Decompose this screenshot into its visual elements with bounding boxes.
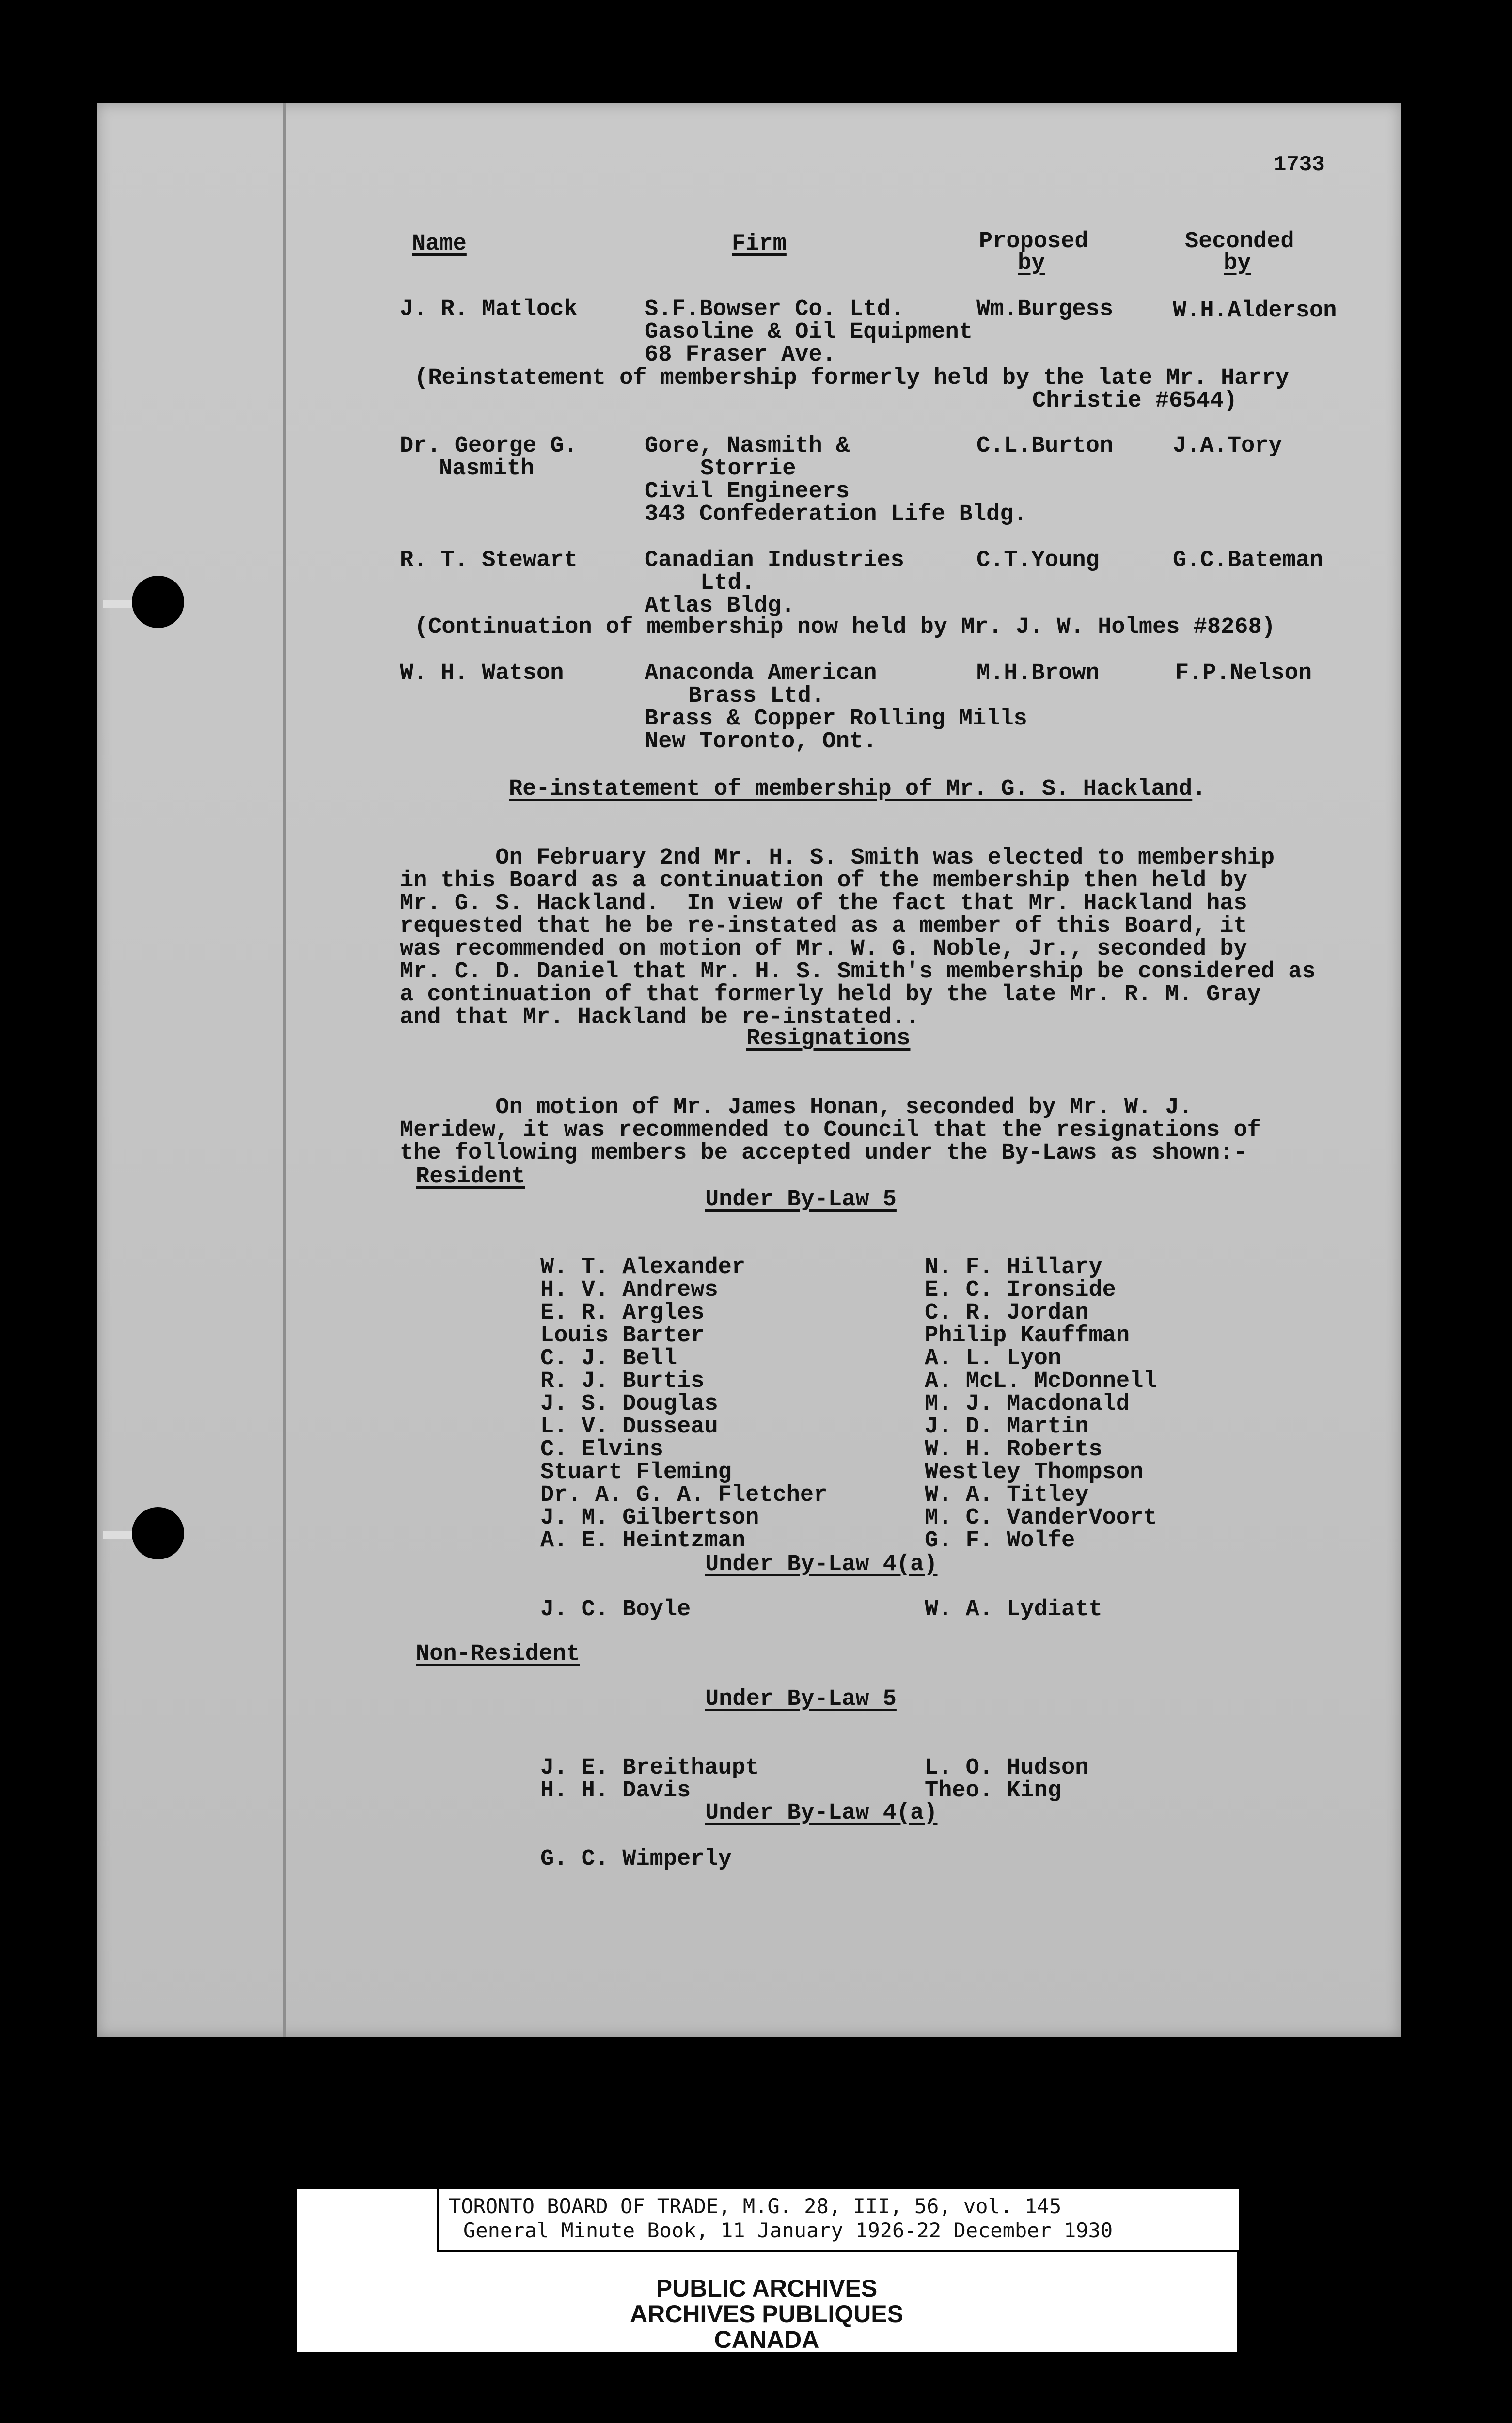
header-proposed-by: by (1018, 251, 1045, 276)
entry-name: W. H. Watson (400, 661, 564, 686)
nonresident-bylaw4a-heading: Under By-Law 4(a) (705, 1800, 938, 1826)
entry-firm: Gore, Nasmith & (645, 433, 850, 459)
entry-seconded: G.C.Bateman (1173, 548, 1323, 573)
header-name: Name (412, 231, 467, 257)
header-firm: Firm (732, 231, 787, 257)
entry-firm: Ltd. (700, 570, 755, 596)
resident-bylaw4a-heading: Under By-Law 4(a) (705, 1552, 938, 1577)
entry-name: R. T. Stewart (400, 548, 578, 573)
entry-name: Dr. George G. (400, 433, 578, 459)
resident-bylaw4a-right: W. A. Lydiatt (925, 1597, 1102, 1622)
entry-proposed: Wm.Burgess (976, 297, 1114, 322)
entry-seconded: J.A.Tory (1173, 433, 1282, 459)
nonresident-bylaw5-heading: Under By-Law 5 (705, 1686, 897, 1712)
header-proposed: Proposed (979, 229, 1088, 254)
resident-bylaw5-heading: Under By-Law 5 (705, 1187, 897, 1212)
entry-firm: Brass & Copper Rolling Mills (645, 706, 1027, 732)
entry-proposed: M.H.Brown (976, 661, 1100, 686)
entry-firm: Atlas Bldg. (645, 593, 795, 619)
entry-note: Christie #6544) (1032, 388, 1238, 414)
archive-reference-box (437, 2189, 1239, 2252)
reinstatement-heading: Re-instatement of membership of Mr. G. S. Hackland. (509, 776, 1206, 802)
entry-firm: Gasoline & Oil Equipment (645, 319, 973, 345)
entry-proposed: C.T.Young (976, 548, 1100, 573)
entry-name: J. R. Matlock (400, 297, 578, 322)
entry-firm: Anaconda American (645, 661, 877, 686)
archive-volume-description: General Minute Book, 11 January 1926-22 December 1930 (463, 2218, 1113, 2242)
entry-name: Nasmith (439, 456, 535, 482)
entry-note: (Continuation of membership now held by Mr. J. W. Holmes #8268) (414, 614, 1276, 640)
nonresident-bylaw4a-left: G. C. Wimperly (540, 1846, 732, 1872)
resident-bylaw5-right-list: N. F. Hillary E. C. Ironside C. R. Jordan Philip Kauffman A. L. Lyon A. McL. McDonnell M. J. Macdonald J. D. Martin W. H. Roberts Westley Thompson W. A. Titley M. C. VanderVoort G. F. Wolfe (925, 1255, 1157, 1554)
resignations-paragraph: On motion of Mr. James Honan, seconded by Mr. W. J. Meridew, it was recommended to Council that the resignations of the following members be accepted under the By-Laws as shown:- (400, 1095, 1261, 1166)
resident-label: Resident (416, 1164, 525, 1190)
entry-firm: 68 Fraser Ave. (645, 342, 836, 368)
entry-proposed: C.L.Burton (976, 433, 1114, 459)
entry-firm: S.F.Bowser Co. Ltd. (645, 297, 904, 322)
resident-bylaw4a-left: J. C. Boyle (540, 1597, 691, 1622)
archive-name-en: PUBLIC ARCHIVES (656, 2275, 878, 2302)
nonresident-bylaw5-left-list: J. E. Breithaupt H. H. Davis (540, 1755, 759, 1804)
header-seconded-by: by (1224, 251, 1251, 276)
entry-firm: 343 Confederation Life Bldg. (645, 502, 1027, 527)
resignations-heading: Resignations (746, 1026, 911, 1052)
nonresident-label: Non-Resident (416, 1641, 580, 1667)
nonresident-bylaw5-right-list: L. O. Hudson Theo. King (925, 1755, 1089, 1804)
margin-rule (284, 103, 286, 2037)
entry-seconded: F.P.Nelson (1175, 661, 1312, 686)
archive-label (297, 2189, 1237, 2352)
archive-country: CANADA (714, 2326, 819, 2353)
entry-firm: Civil Engineers (645, 479, 850, 504)
entry-seconded: W.H.Alderson (1173, 298, 1337, 324)
page-number: 1733 (1274, 153, 1325, 177)
resident-bylaw5-left-list: W. T. Alexander H. V. Andrews E. R. Argles Louis Barter C. J. Bell R. J. Burtis J. S. Douglas L. V. Dusseau C. Elvins Stuart Fleming Dr. A. G. A. Fletcher J. M. Gilbertson A. E. Heintzman (540, 1255, 828, 1554)
entry-firm: Brass Ltd. (688, 683, 825, 709)
entry-note: (Reinstatement of membership formerly held by the late Mr. Harry (414, 365, 1290, 391)
reinstatement-paragraph: On February 2nd Mr. H. S. Smith was elected to membership in this Board as a continuation of the membership then held by Mr. G. S. Hackland. In view of the fact that Mr. Hackland has requested that he be re-instated as a member of this Board, it was recommended on motion of Mr. W. G. Noble, Jr., seconded by Mr. C. D. Daniel that Mr. H. S. Smith's membership be considered as a continuation of that formerly held by the late Mr. R. M. Gray and that Mr. Hackland be re-instated.. (400, 845, 1316, 1030)
header-seconded: Seconded (1185, 229, 1294, 254)
entry-firm: New Toronto, Ont. (645, 729, 877, 755)
archive-fonds-reference: TORONTO BOARD OF TRADE, M.G. 28, III, 56, vol. 145 (449, 2194, 1062, 2218)
archive-name-fr: ARCHIVES PUBLIQUES (630, 2300, 903, 2328)
entry-firm: Canadian Industries (645, 548, 904, 573)
entry-firm: Storrie (700, 456, 796, 482)
binder-hole-top (132, 576, 184, 628)
binder-hole-bottom (132, 1507, 184, 1559)
